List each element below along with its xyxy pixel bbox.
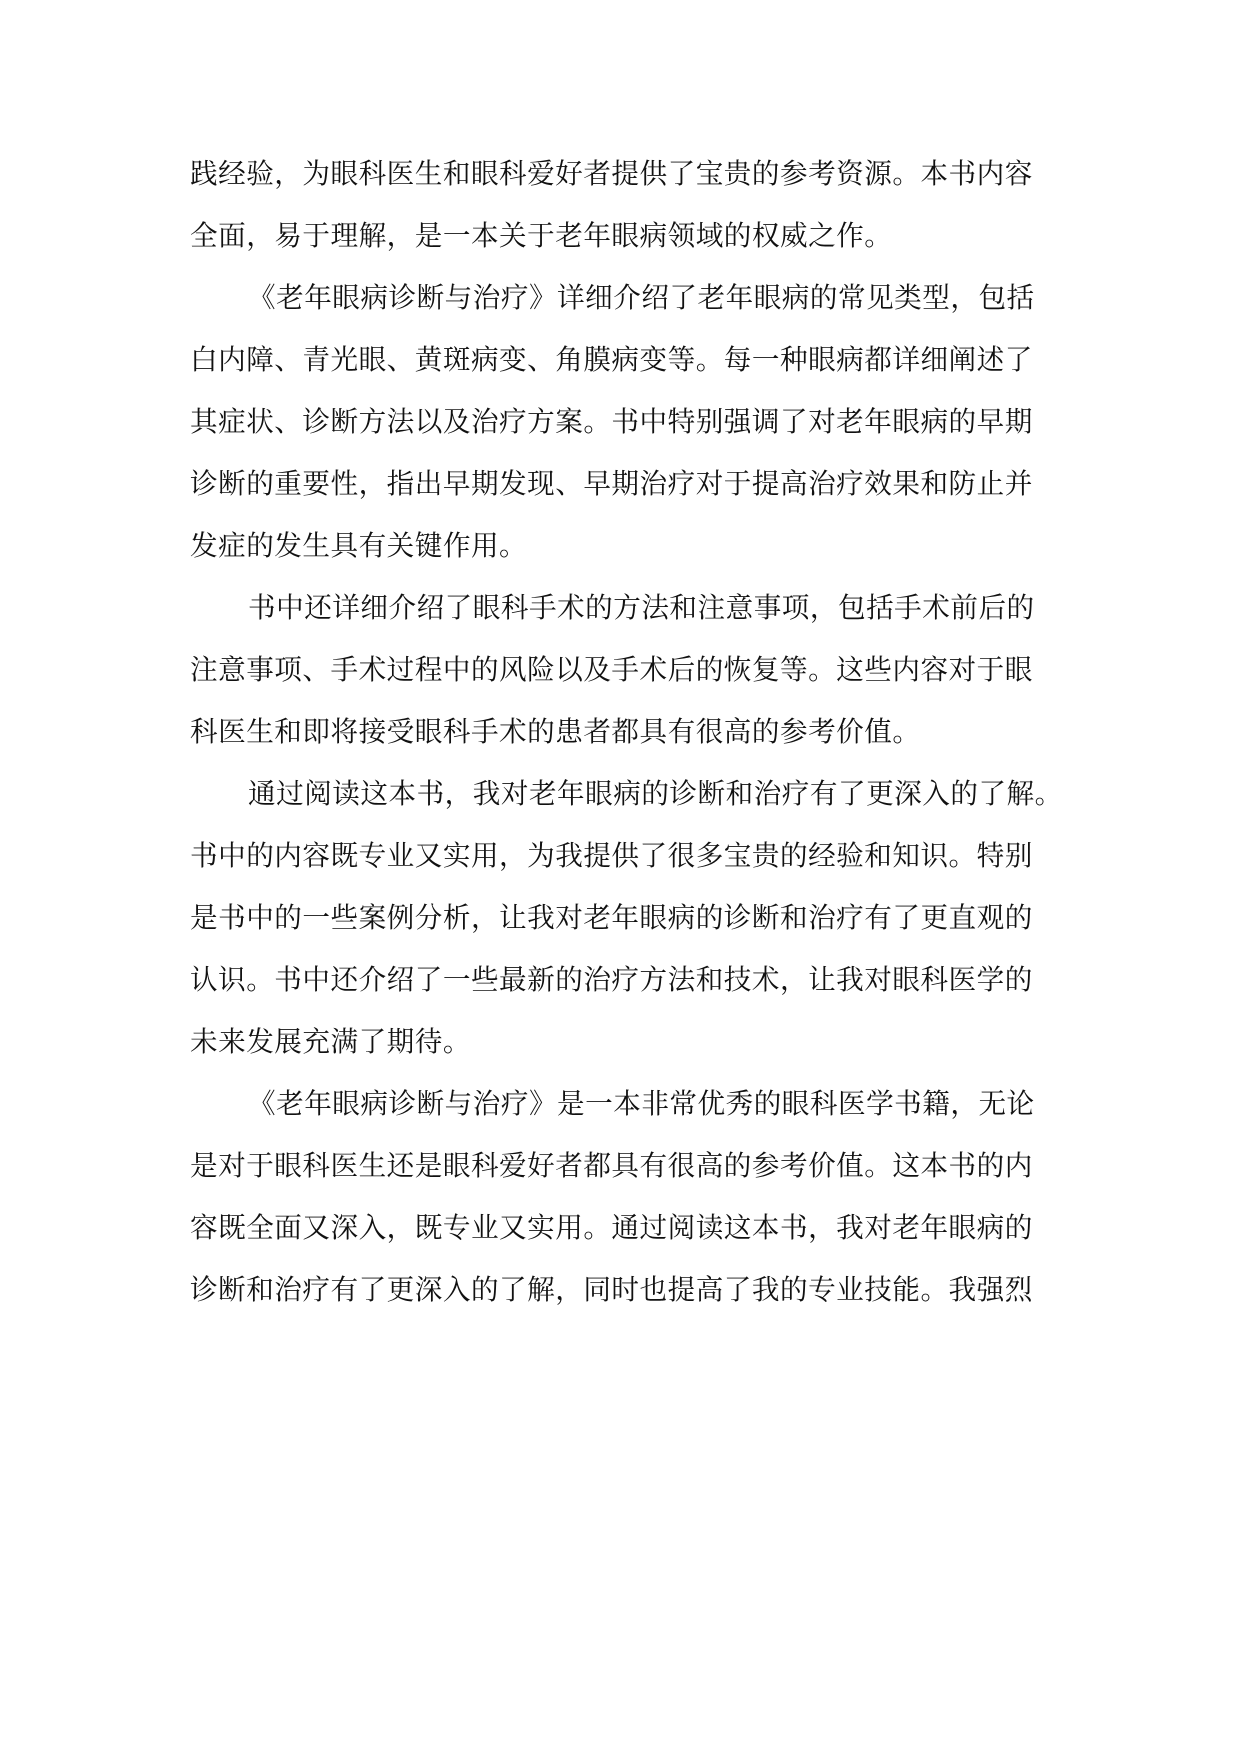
text-line: 通过阅读这本书，我对老年眼病的诊断和治疗有了更深入的了解。 — [248, 777, 1063, 810]
document-body — [190, 143, 1063, 1321]
text-line: 未来发展充满了期待。 — [190, 1025, 471, 1058]
text-line: 《老年眼病诊断与治疗》是一本非常优秀的眼科医学书籍，无论 — [248, 1087, 1035, 1120]
text-line: 全面，易于理解，是一本关于老年眼病领域的权威之作。 — [190, 219, 893, 252]
text-line: 发症的发生具有关键作用。 — [190, 529, 528, 562]
text-line: 践经验，为眼科医生和眼科爱好者提供了宝贵的参考资源。本书内容 — [190, 157, 1033, 190]
text-line: 诊断和治疗有了更深入的了解，同时也提高了我的专业技能。我强烈 — [190, 1273, 1033, 1306]
text-line: 白内障、青光眼、黄斑病变、角膜病变等。每一种眼病都详细阐述了 — [190, 343, 1033, 376]
text-line: 容既全面又深入，既专业又实用。通过阅读这本书，我对老年眼病的 — [190, 1211, 1033, 1244]
text-line: 科医生和即将接受眼科手术的患者都具有很高的参考价值。 — [190, 715, 921, 748]
text-line: 是对于眼科医生还是眼科爱好者都具有很高的参考价值。这本书的内 — [190, 1149, 1033, 1182]
text-line: 其症状、诊断方法以及治疗方案。书中特别强调了对老年眼病的早期 — [190, 405, 1033, 438]
text-line: 注意事项、手术过程中的风险以及手术后的恢复等。这些内容对于眼 — [190, 653, 1033, 686]
text-line: 是书中的一些案例分析，让我对老年眼病的诊断和治疗有了更直观的 — [190, 901, 1033, 934]
text-line: 书中还详细介绍了眼科手术的方法和注意事项，包括手术前后的 — [248, 591, 1035, 624]
text-line: 认识。书中还介绍了一些最新的治疗方法和技术，让我对眼科医学的 — [190, 963, 1033, 996]
text-line: 诊断的重要性，指出早期发现、早期治疗对于提高治疗效果和防止并 — [190, 467, 1033, 500]
text-line: 《老年眼病诊断与治疗》详细介绍了老年眼病的常见类型，包括 — [248, 281, 1035, 314]
text-line: 书中的内容既专业又实用，为我提供了很多宝贵的经验和知识。特别 — [190, 839, 1033, 872]
